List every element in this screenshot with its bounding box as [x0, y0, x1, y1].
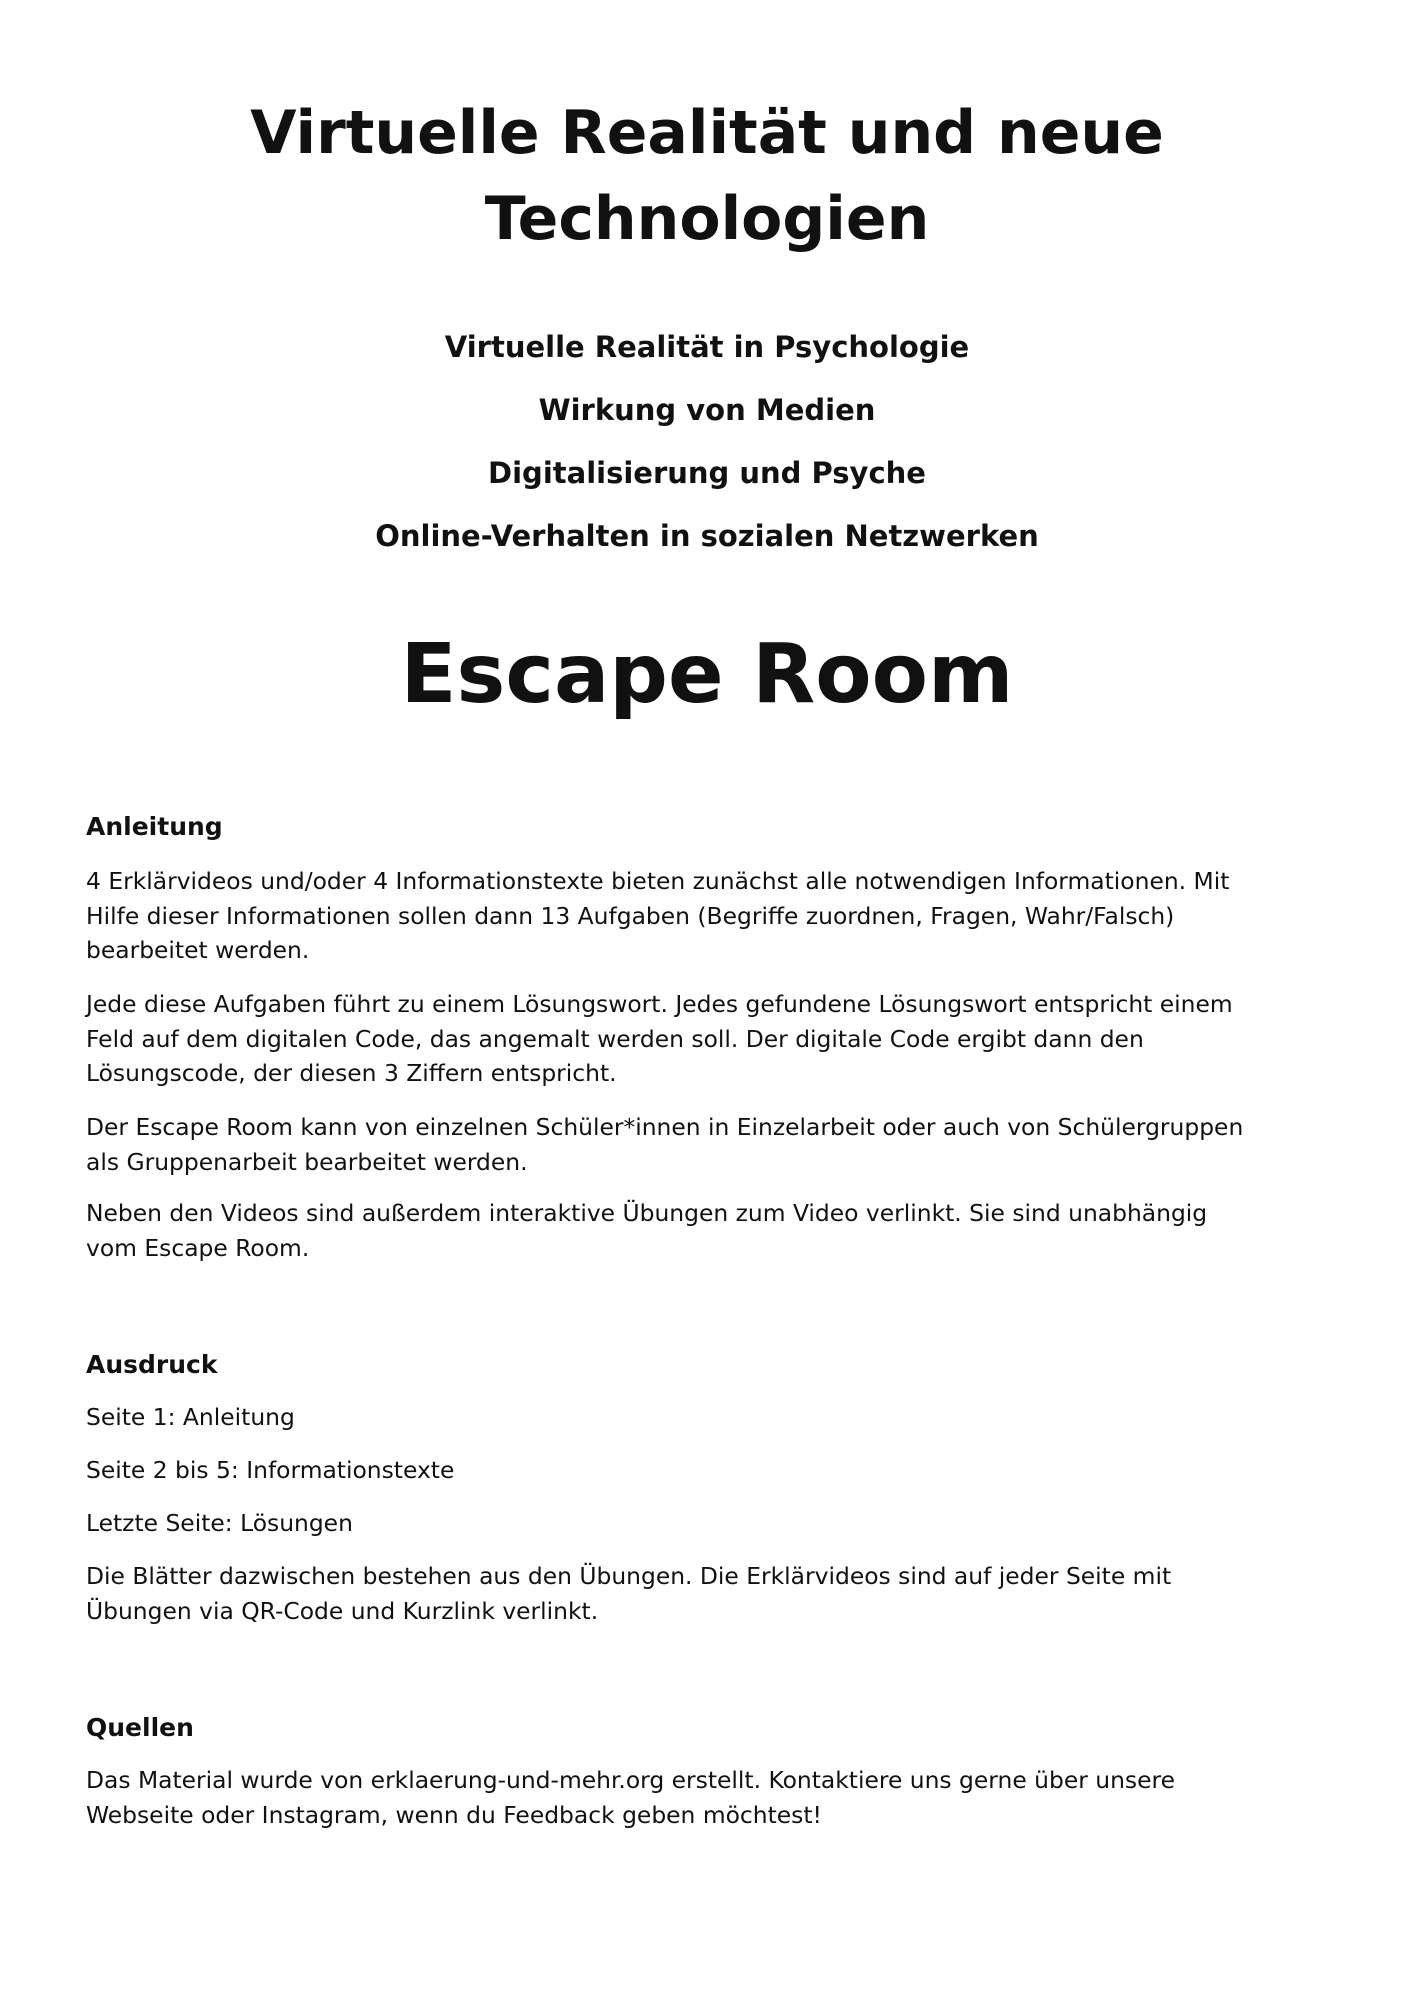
text-line: bearbeitet werden. [86, 936, 310, 964]
text-line: Webseite oder Instagram, wenn du Feedback geben möchtest! [86, 1800, 822, 1829]
document-title [150, 90, 1264, 262]
document-title-line-2: Technologien [484, 184, 930, 254]
text-line: als Gruppenarbeit bearbeitet werden. [86, 1147, 528, 1176]
text-line: Das Material wurde von erklaerung-und-mehr.org erstellt. Kontaktiere uns gerne über unsere [86, 1766, 1175, 1794]
ausdruck-item: Letzte Seite: Lösungen [86, 1509, 353, 1537]
text-line: Lösungscode, der diesen 3 Ziffern entspricht. [86, 1059, 617, 1087]
topic-item: Digitalisierung und Psyche [488, 456, 926, 490]
text-line: Der Escape Room kann von einzelnen Schüler*innen in Einzelarbeit oder auch von Schülergruppen [86, 1113, 1244, 1141]
text-line: Übungen via QR-Code und Kurzlink verlinkt. [86, 1596, 599, 1625]
anleitung-paragraph-1 [86, 864, 1336, 968]
quellen-paragraph [86, 1763, 1336, 1832]
text-line: Jede diese Aufgaben führt zu einem Lösungswort. Jedes gefundene Lösungswort entspricht einem [86, 990, 1233, 1018]
topic-item: Online-Verhalten in sozialen Netzwerken [375, 519, 1039, 553]
anleitung-paragraph-3 [86, 1110, 1336, 1179]
text-line: 4 Erklärvideos und/oder 4 Informationstexte bieten zunächst alle notwendigen Informationen. Mit [86, 867, 1230, 895]
anleitung-heading: Anleitung [86, 812, 223, 841]
ausdruck-item: Seite 1: Anleitung [86, 1403, 295, 1431]
ausdruck-item: Seite 2 bis 5: Informationstexte [86, 1456, 455, 1484]
text-line: Feld auf dem digitalen Code, das angemalt werden soll. Der digitale Code ergibt dann den [86, 1024, 1144, 1053]
text-line: Neben den Videos sind außerdem interaktive Übungen zum Video verlinkt. Sie sind unabhängig [86, 1199, 1208, 1227]
text-line: vom Escape Room. [86, 1233, 310, 1262]
quellen-heading: Quellen [86, 1713, 194, 1742]
ausdruck-heading: Ausdruck [86, 1350, 218, 1379]
topic-list [150, 326, 1264, 578]
anleitung-paragraph-4 [86, 1196, 1336, 1265]
text-line: Hilfe dieser Informationen sollen dann 13 Aufgaben (Begriffe zuordnen, Fragen, Wahr/Falsch) [86, 901, 1175, 930]
ausdruck-paragraph [86, 1559, 1336, 1628]
escape-room-title: Escape Room [400, 627, 1014, 722]
topic-item: Virtuelle Realität in Psychologie [444, 330, 970, 364]
text-line: Die Blätter dazwischen bestehen aus den Übungen. Die Erklärvideos sind auf jeder Seite mit [86, 1562, 1172, 1590]
document-title-line-1: Virtuelle Realität und neue [250, 98, 1164, 168]
topic-item: Wirkung von Medien [538, 393, 876, 427]
anleitung-paragraph-2 [86, 987, 1336, 1091]
